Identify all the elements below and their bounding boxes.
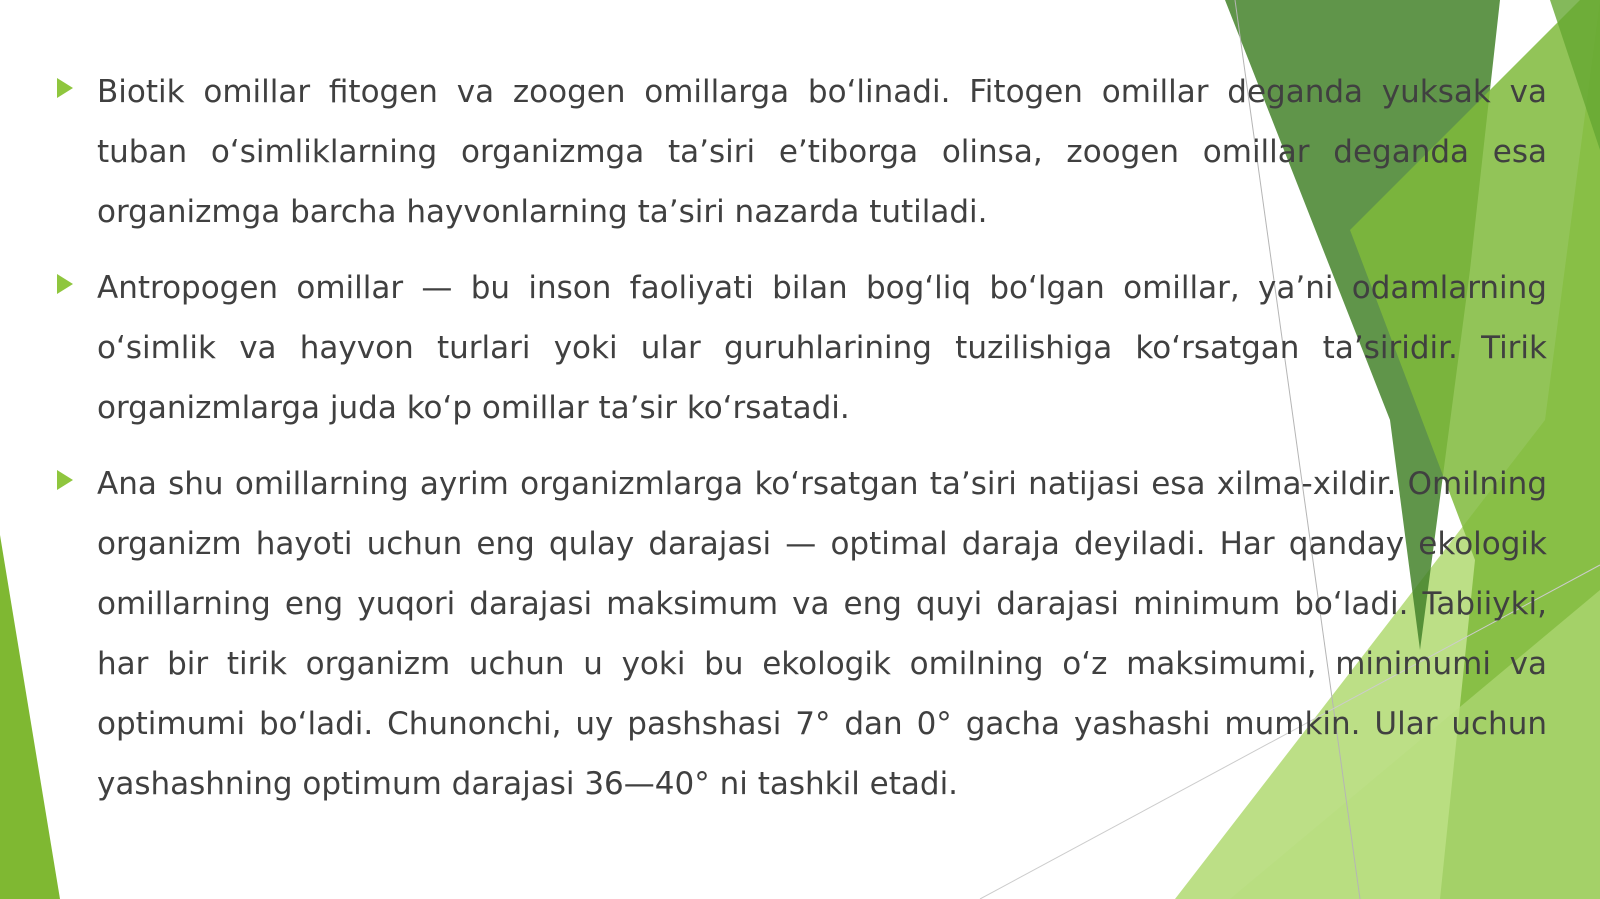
bullet-text: Biotik omillar fitogen va zoogen omillarga bo‘linadi. Fitogen omillar deganda yuksak va tuban o‘simliklarning organizmga ta’siri e’tiborga olinsa, zoogen omillar deganda esa organizmga barcha hayvonlarning ta’siri nazarda tutiladi. xyxy=(97,74,1547,230)
bullet-text: Antropogen omillar — bu inson faoliyati bilan bog‘liq bo‘lgan omillar, ya’ni odamlarning o‘simlik va hayvon turlari yoki ular guruhlarining tuzilishiga ko‘rsatgan ta’siridir. Tirik organizmlarga juda ko‘p omillar ta’sir ko‘rsatadi. xyxy=(97,270,1547,426)
bullet-list xyxy=(55,62,1547,830)
bullet-item xyxy=(55,258,1547,438)
left-edge-shape xyxy=(0,535,60,899)
triangle-bullet-icon xyxy=(57,274,73,294)
triangle-bullet-icon xyxy=(57,470,73,490)
bullet-item xyxy=(55,454,1547,814)
triangle-bullet-icon xyxy=(57,78,73,98)
bullet-text: Ana shu omillarning ayrim organizmlarga ko‘rsatgan ta’siri natijasi esa xilma-xildir. Omilning organizm hayoti uchun eng qulay darajasi — optimal daraja deyiladi. Har qanday ekologik omillarning eng yuqori darajasi maksimum va eng quyi darajasi minimum bo‘ladi. Tabiiyki, har bir tirik organizm uchun u yoki bu ekologik omilning o‘z maksimumi, minimumi va optimumi bo‘ladi. Chunonchi, uy pashshasi 7° dan 0° gacha yashashi mumkin. Ular uchun yashashning optimum darajasi 36—40° ni tashkil etadi. xyxy=(97,466,1547,802)
bullet-item xyxy=(55,62,1547,242)
